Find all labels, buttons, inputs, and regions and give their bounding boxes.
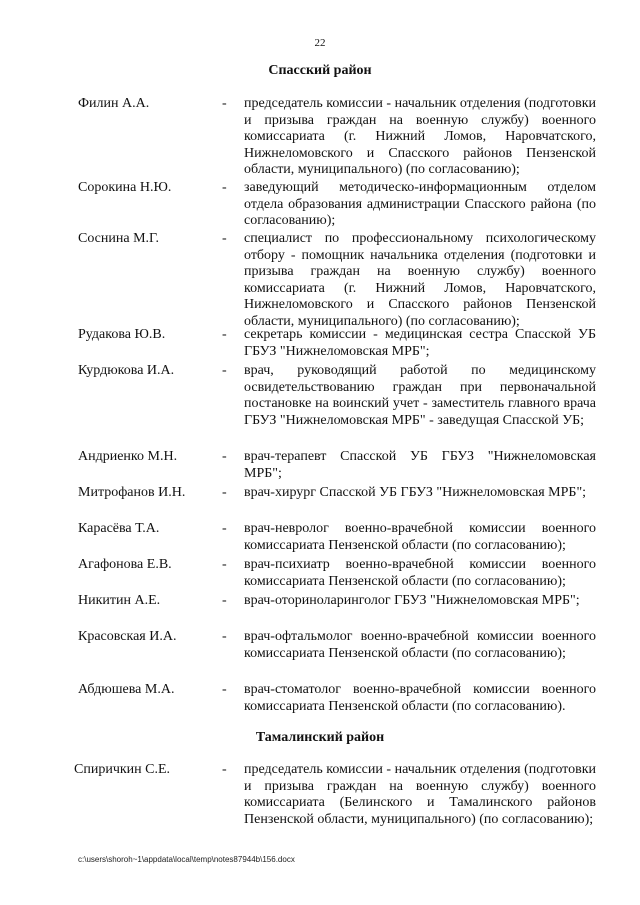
dash-separator: - [222, 449, 227, 464]
member-position: врач-психиатр военно-врачебной комиссии военного комиссариата Пензенской области (по согласованию); [244, 557, 596, 589]
member-position: врач-стоматолог военно-врачебной комиссии военного комиссариата Пензенской области (по согласованию). [244, 682, 596, 714]
dash-separator: - [222, 363, 227, 378]
member-position: врач-оториноларинголог ГБУЗ "Нижнеломовская МРБ"; [244, 593, 580, 608]
dash-separator: - [222, 485, 227, 500]
member-name: Рудакова Ю.В. [78, 327, 166, 342]
member-position: врач, руководящий работой по медицинскому освидетельствованию граждан при первоначальной постановке на воинский учет - заместитель главного врача ГБУЗ "Нижнеломовская МРБ" - заведущая Спасской УБ; [244, 363, 596, 428]
section-title-tamalinsky: Тамалинский район [255, 730, 385, 745]
member-name: Курдюкова И.А. [78, 363, 175, 378]
member-position: председатель комиссии - начальник отделения (подготовки и призыва граждан на военную службу) военного комиссариата (Белинского и Тамалинского районов Пензенской области, муниципального) (по согласованию); [244, 762, 596, 827]
member-name: Карасёва Т.А. [78, 521, 160, 536]
page-number: 22 [314, 37, 326, 49]
member-position: врач-невролог военно-врачебной комиссии военного комиссариата Пензенской области (по согласованию); [244, 521, 596, 553]
footer-file-path: c:\users\shoroh~1\appdata\local\temp\notes87944b\156.docx [78, 855, 295, 864]
member-position: врач-офтальмолог военно-врачебной комиссии военного комиссариата Пензенской области (по согласованию); [244, 629, 596, 661]
member-name: Соснина М.Г. [78, 231, 160, 246]
member-name: Спиричкин С.Е. [74, 762, 171, 777]
member-name: Агафонова Е.В. [78, 557, 172, 572]
member-name: Митрофанов И.Н. [78, 485, 186, 500]
member-name: Красовская И.А. [78, 629, 177, 644]
member-position: секретарь комиссии - медицинская сестра Спасской УБ ГБУЗ "Нижнеломовская МРБ"; [244, 327, 596, 359]
dash-separator: - [222, 327, 227, 342]
member-position: специалист по профессиональному психологическому отбору - помощник начальника отделения (подготовки и призыва граждан на военную службу) военного комиссариата (г. Нижний Ломов, Наровчатского, Нижнеломовского и Спасского районов Пензенской области, муниципального) (по согласованию); [244, 231, 596, 329]
member-name: Абдюшева М.А. [78, 682, 175, 697]
dash-separator: - [222, 682, 227, 697]
member-position: председатель комиссии - начальник отделения (подготовки и призыва граждан на военную службу) военного комиссариата (г. Нижний Ломов, Наровчатского, Нижнеломовского и Спасского районов Пензенской области, муниципального) (по согласованию); [244, 96, 596, 177]
dash-separator: - [222, 557, 227, 572]
member-position: врач-хирург Спасской УБ ГБУЗ "Нижнеломовская МРБ"; [244, 485, 587, 500]
dash-separator: - [222, 762, 227, 777]
member-name: Никитин А.Е. [78, 593, 161, 608]
dash-separator: - [222, 180, 227, 195]
member-name: Сорокина Н.Ю. [78, 180, 172, 195]
dash-separator: - [222, 593, 227, 608]
dash-separator: - [222, 96, 227, 111]
dash-separator: - [222, 629, 227, 644]
member-position: врач-терапевт Спасской УБ ГБУЗ "Нижнеломовская МРБ"; [244, 449, 596, 481]
dash-separator: - [222, 521, 227, 536]
member-position: заведующий методическо-информационным отделом отдела образования администрации Спасского района (по согласованию); [244, 180, 596, 228]
member-name: Филин А.А. [78, 96, 150, 111]
section-title-spassky: Спасский район [268, 63, 372, 78]
member-name: Андриенко М.Н. [78, 449, 178, 464]
dash-separator: - [222, 231, 227, 246]
